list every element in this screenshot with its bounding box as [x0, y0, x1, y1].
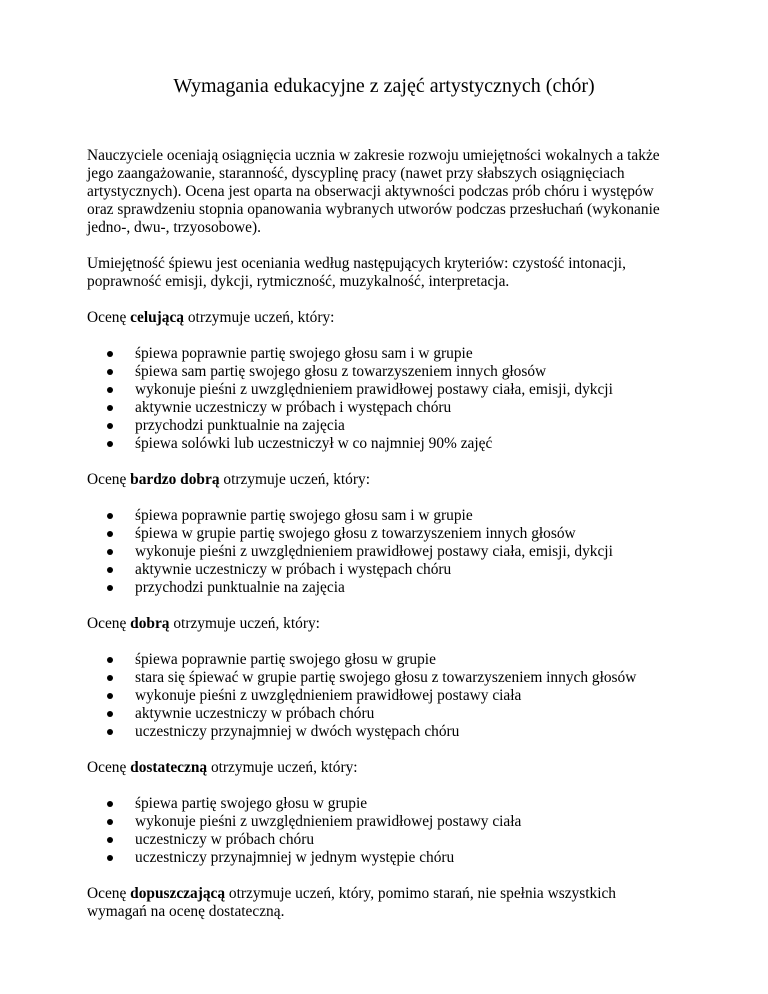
list-item	[135, 579, 687, 597]
criteria-line: Umiejętność śpiewu jest oceniania według następujących kryteriów: czystość intonacji,	[87, 255, 626, 272]
intro-line: jego zaangażowanie, staranność, dyscyplinę pracy (nawet przy słabszych osiągnięciach	[87, 165, 625, 182]
grade-name: celującą	[130, 309, 185, 326]
list-item-text: śpiewa w grupie partię swojego głosu z towarzyszeniem innych głosów	[135, 525, 576, 542]
grade-suffix: otrzymuje uczeń, który, pomimo starań, nie spełnia wszystkich	[225, 885, 616, 902]
bullet-icon	[107, 819, 113, 825]
grade-list-dobra	[87, 651, 687, 741]
list-item-text: śpiewa poprawnie partię swojego głosu sam i w grupie	[135, 507, 473, 524]
bullet-icon	[107, 711, 113, 717]
grade-prefix: Ocenę	[87, 759, 131, 776]
list-item-text: wykonuje pieśni z uwzględnieniem prawidłowej postawy ciała, emisji, dykcji	[135, 543, 613, 560]
grade-heading-dostateczna	[87, 759, 687, 777]
grade-heading-celujaca	[87, 309, 687, 327]
list-item-text: aktywnie uczestniczy w próbach i występach chóru	[135, 561, 452, 578]
intro-line: oraz sprawdzeniu stopnia opanowania wybranych utworów podczas przesłuchań (wykonanie	[87, 201, 660, 218]
bullet-icon	[107, 837, 113, 843]
list-item-text: aktywnie uczestniczy w próbach chóru	[135, 705, 375, 722]
bullet-icon	[107, 855, 113, 861]
bullet-icon	[107, 423, 113, 429]
list-item-text: stara się śpiewać w grupie partię swojego głosu z towarzyszeniem innych głosów	[135, 669, 637, 686]
list-item-text: śpiewa partię swojego głosu w grupie	[135, 795, 368, 812]
grade-paragraph-dopuszczajaca	[87, 885, 687, 921]
grade-list-bardzo-dobra	[87, 507, 687, 597]
list-item	[135, 651, 687, 669]
intro-line: Nauczyciele oceniają osiągnięcia ucznia w zakresie rozwoju umiejętności wokalnych a także	[87, 147, 660, 164]
list-item-text: śpiewa sam partię swojego głosu z towarzyszeniem innych głosów	[135, 363, 547, 380]
list-item-text: przychodzi punktualnie na zajęcia	[135, 579, 345, 596]
list-item	[135, 561, 687, 579]
grade-heading-dobra	[87, 615, 687, 633]
bullet-icon	[107, 369, 113, 375]
bullet-icon	[107, 567, 113, 573]
bullet-icon	[107, 675, 113, 681]
list-item	[135, 687, 687, 705]
list-item-text: uczestniczy w próbach chóru	[135, 831, 315, 848]
bullet-icon	[107, 441, 113, 447]
list-item	[135, 705, 687, 723]
list-item	[135, 345, 687, 363]
grade-list-dostateczna	[87, 795, 687, 867]
list-item	[135, 363, 687, 381]
list-item-text: aktywnie uczestniczy w próbach i występach chóru	[135, 399, 452, 416]
criteria-line: poprawność emisji, dykcji, rytmiczność, muzykalność, interpretacja.	[87, 273, 510, 290]
list-item-text: uczestniczy przynajmniej w jednym występie chóru	[135, 849, 455, 866]
list-item-text: wykonuje pieśni z uwzględnieniem prawidłowej postawy ciała, emisji, dykcji	[135, 381, 613, 398]
intro-line: artystycznych). Ocena jest oparta na obserwacji aktywności podczas prób chóru i występów	[87, 183, 654, 200]
grade-prefix: Ocenę	[87, 309, 131, 326]
criteria-paragraph	[87, 255, 687, 291]
bullet-icon	[107, 387, 113, 393]
list-item	[135, 525, 687, 543]
list-item	[135, 795, 687, 813]
bullet-icon	[107, 405, 113, 411]
grade-line: wymagań na ocenę dostateczną.	[87, 903, 285, 920]
list-item-text: uczestniczy przynajmniej w dwóch występach chóru	[135, 723, 460, 740]
grade-suffix: otrzymuje uczeń, który:	[219, 471, 370, 488]
list-item	[135, 669, 687, 687]
bullet-icon	[107, 729, 113, 735]
list-item-text: śpiewa poprawnie partię swojego głosu sam i w grupie	[135, 345, 473, 362]
grade-suffix: otrzymuje uczeń, który:	[184, 309, 335, 326]
list-item	[135, 813, 687, 831]
grade-suffix: otrzymuje uczeń, który:	[169, 615, 320, 632]
grade-prefix: Ocenę	[87, 885, 131, 902]
list-item	[135, 399, 687, 417]
grade-name: dostateczną	[130, 759, 208, 776]
grade-name: dopuszczającą	[130, 885, 226, 902]
list-item-text: wykonuje pieśni z uwzględnieniem prawidłowej postawy ciała	[135, 813, 522, 830]
bullet-icon	[107, 513, 113, 519]
list-item	[135, 435, 687, 453]
bullet-icon	[107, 585, 113, 591]
list-item-text: śpiewa solówki lub uczestniczył w co najmniej 90% zajęć	[135, 435, 493, 452]
bullet-icon	[107, 549, 113, 555]
list-item-text: śpiewa poprawnie partię swojego głosu w grupie	[135, 651, 436, 668]
grade-list-celujaca	[87, 345, 687, 453]
list-item	[135, 417, 687, 435]
list-item-text: wykonuje pieśni z uwzględnieniem prawidłowej postawy ciała	[135, 687, 522, 704]
document-body	[87, 147, 687, 921]
intro-line: jedno-, dwu-, trzyosobowe).	[87, 219, 261, 236]
list-item	[135, 507, 687, 525]
list-item	[135, 543, 687, 561]
document-title: Wymagania edukacyjne z zajęć artystycznych (chór)	[173, 75, 595, 97]
bullet-icon	[107, 657, 113, 663]
grade-suffix: otrzymuje uczeń, który:	[207, 759, 358, 776]
list-item	[135, 381, 687, 399]
grade-prefix: Ocenę	[87, 615, 131, 632]
bullet-icon	[107, 351, 113, 357]
bullet-icon	[107, 531, 113, 537]
list-item	[135, 849, 687, 867]
list-item-text: przychodzi punktualnie na zajęcia	[135, 417, 345, 434]
list-item	[135, 831, 687, 849]
grade-name: dobrą	[130, 615, 170, 632]
intro-paragraph	[87, 147, 687, 237]
grade-heading-bardzo-dobra	[87, 471, 687, 489]
grade-name: bardzo dobrą	[130, 471, 220, 488]
list-item	[135, 723, 687, 741]
grade-prefix: Ocenę	[87, 471, 131, 488]
bullet-icon	[107, 801, 113, 807]
bullet-icon	[107, 693, 113, 699]
